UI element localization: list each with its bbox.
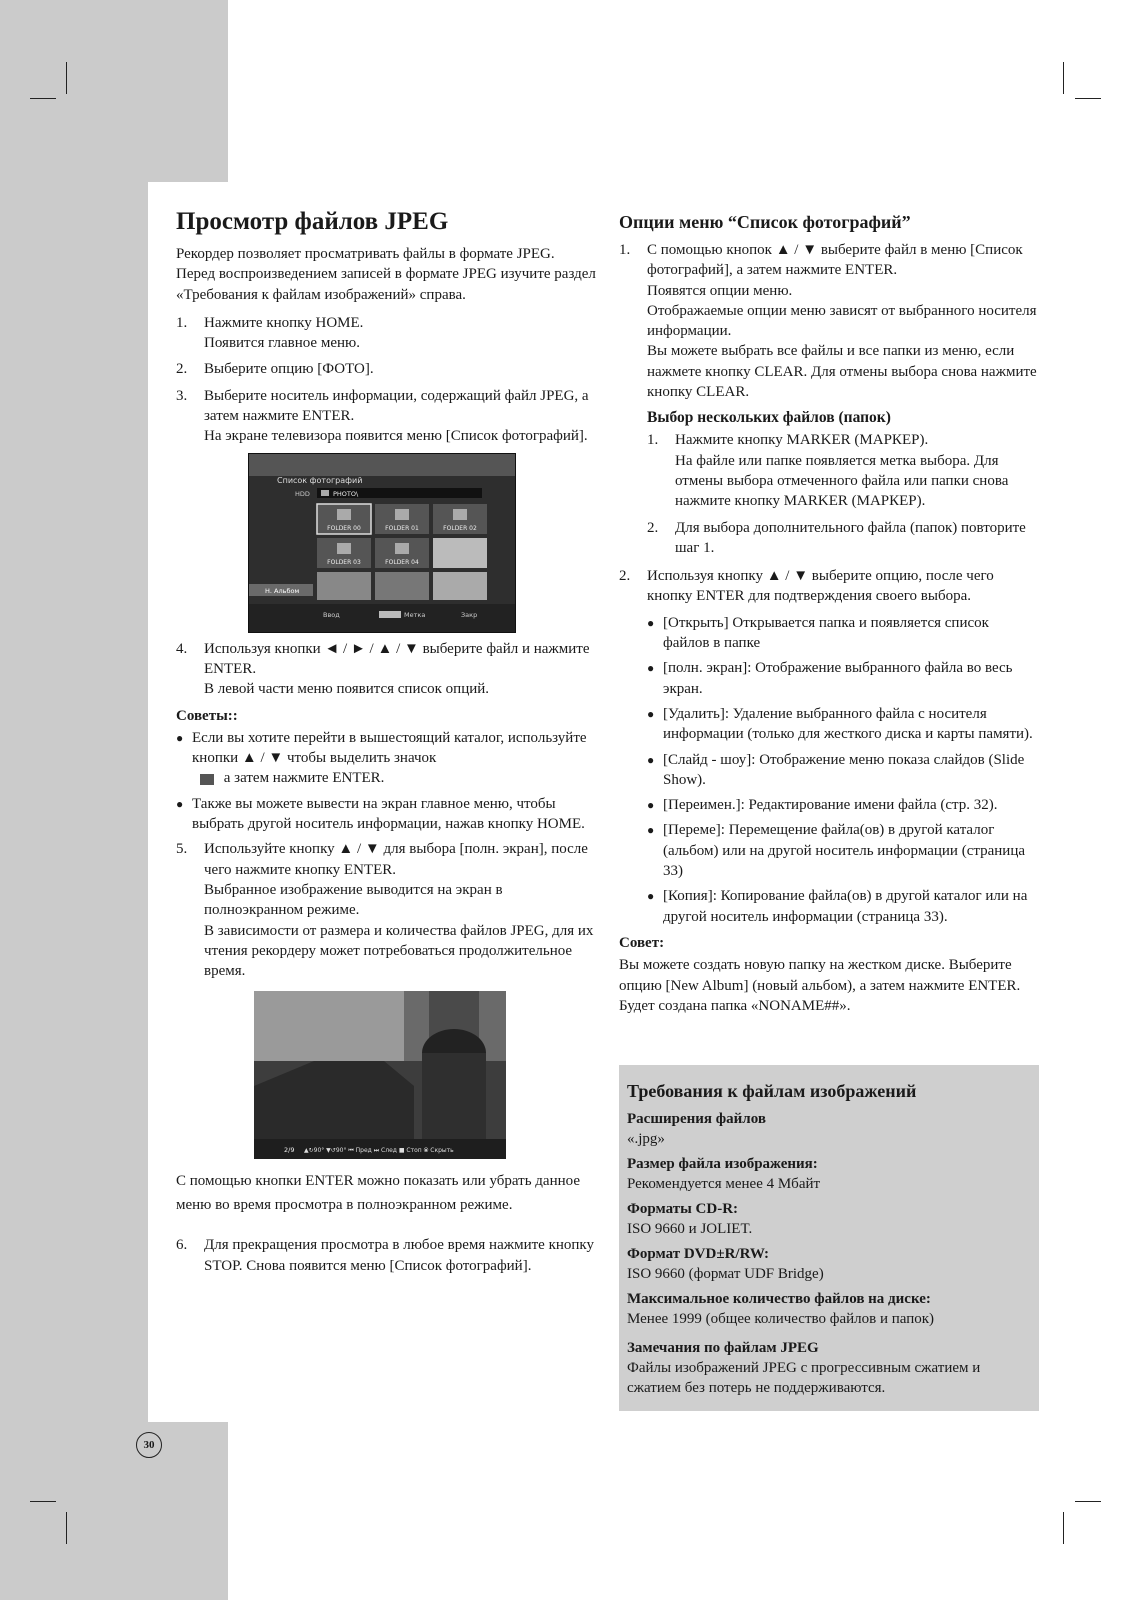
screen-hdd: HDD (295, 489, 310, 498)
crop-mark (66, 1512, 67, 1544)
req-label: Размер файла изображения: (627, 1156, 818, 1172)
options-list (647, 613, 1039, 927)
req-value: Менее 1999 (общее количество файлов и папок) (627, 1311, 935, 1327)
req-value: ISO 9660 и JOLIET. (627, 1221, 753, 1237)
photo-list-graphic (249, 454, 515, 632)
option-item: ● [Переимен.]: Редактирование имени файла (стр. 32). (647, 795, 1039, 815)
requirements-title: Требования к файлам изображений (627, 1081, 917, 1101)
tip-heading: Совет: (619, 934, 665, 951)
crop-mark (30, 1501, 56, 1502)
req-label: Замечания по файлам JPEG (627, 1340, 819, 1356)
option-item: ● [Копия]: Копирование файла(ов) в другой каталог или на другой носитель информации (страница 33). (647, 886, 1039, 927)
multi-step-2: 2. Для выбора дополнительного файла (папок) повторите шаг 1. (647, 519, 1026, 556)
option-item: ● [Слайд - шоу]: Отображение меню показа слайдов (Slide Show). (647, 750, 1039, 791)
step-2: 2. Выберите опцию [ФОТО]. (176, 361, 374, 378)
option-item: ● [полн. экран]: Отображение выбранного файла во весь экран. (647, 658, 1039, 699)
right-column (619, 206, 1039, 1024)
step-5: 5. Используйте кнопку ▲ / ▼ для выбора [полн. экран], после чего нажмите кнопку ENTER. Выбранное изображение выводится на экран в полноэкранном режиме. В зависимости от размера и количества файлов JPEG, для их чтения рекордеру может потребоваться продолжительное время. (176, 841, 594, 980)
folder-grid (317, 504, 487, 600)
tips-heading: Советы:: (176, 707, 238, 724)
screen-side-label: Н. Альбом (265, 586, 300, 595)
bullet-icon: ● (647, 615, 655, 630)
hint-marker: Метка (404, 610, 426, 619)
step-3: 3. Выберите носитель информации, содержащий файл JPEG, а затем нажмите ENTER. На экране телевизора появится меню [Список фотографий]. (176, 387, 589, 445)
crop-mark (1063, 1512, 1064, 1544)
step-6: 6. Для прекращения просмотра в любое время нажмите кнопку STOP. Снова появится меню [Список фотографий]. (176, 1237, 594, 1274)
options-step-2: 2. Используя кнопку ▲ / ▼ выберите опцию, после чего кнопку ENTER для подтверждения своего выбора. (619, 568, 994, 605)
screen-path: PHOTO\ (333, 489, 359, 498)
screen-title: Список фотографий (277, 475, 363, 485)
step-4: 4. Используя кнопки ◄ / ► / ▲ / ▼ выберите файл и нажмите ENTER. В левой части меню появится список опций. (176, 640, 590, 698)
req-value: ISO 9660 (формат UDF Bridge) (627, 1266, 824, 1282)
folder-01-label: FOLDER 01 (385, 524, 419, 532)
bullet-icon: ● (647, 823, 655, 838)
folder-02-label: FOLDER 02 (443, 524, 477, 532)
step-1: 1. Нажмите кнопку HOME. Появится главное меню. (176, 314, 364, 352)
folder-00-label: FOLDER 00 (327, 524, 361, 532)
req-value: Файлы изображений JPEG с прогрессивным сжатием и сжатием без потерь не поддерживаются. (627, 1360, 981, 1396)
enter-note: С помощью кнопки ENTER можно показать или убрать данное меню во время просмотра в полноэкранном режиме. (176, 1173, 580, 1214)
folder-04-label: FOLDER 04 (385, 558, 419, 566)
req-label: Расширения файлов (627, 1111, 766, 1127)
crop-mark (1063, 62, 1064, 94)
options-step-1: 1. С помощью кнопок ▲ / ▼ выберите файл в меню [Список фотографий], а затем нажмите ENTER. Появятся опции меню. Отображаемые опции меню зависят от выбранного носителя информации. Вы можете выбрать все файлы и все папки из меню, если нажмете кнопку CLEAR. Для отмены выбора снова нажмите кнопку CLEAR. (619, 242, 1037, 401)
photo-control-bar: ▲↻90° ▼↺90° ⏮ Пред ⏭ След ■ Стоп ⦿ Скрыть (304, 1147, 454, 1155)
req-value: Рекомендуется менее 4 Мбайт (627, 1176, 821, 1192)
bullet-icon: ● (647, 752, 655, 767)
req-label: Формат DVD±R/RW: (627, 1246, 770, 1262)
option-item: ● [Переме]: Перемещение файла(ов) в другой каталог (альбом) или на другой носитель информации (страница 33) (647, 820, 1039, 881)
intro-paragraph: Рекордер позволяет просматривать файлы в формате JPEG. Перед воспроизведением записей в формате JPEG изучите раздел «Требования к файлам изображений» справа. (176, 246, 596, 303)
section-title-options: Опции меню “Список фотографий” (619, 212, 911, 232)
bullet-icon: ● (176, 796, 184, 811)
bullet-icon: ● (647, 798, 655, 813)
crop-mark (66, 62, 67, 94)
tip-text: Вы можете создать новую папку на жестком диске. Выберите опцию [New Album] (новый альбом), а затем нажмите ENTER. Будет создана папка «NONAME##». (619, 957, 1021, 1014)
image-requirements-box (619, 1065, 1039, 1411)
req-value: «.jpg» (627, 1131, 665, 1147)
bullet-icon: ● (647, 889, 655, 904)
page-number: 30 (136, 1432, 162, 1458)
bullet-icon: ● (647, 706, 655, 721)
tip-item: ● Если вы хотите перейти в вышестоящий каталог, используйте кнопки ▲ / ▼ чтобы выделить значок а затем нажмите ENTER. (176, 728, 596, 789)
hint-enter: Ввод (323, 610, 340, 619)
req-label: Форматы CD-R: (627, 1201, 739, 1217)
crop-mark (30, 98, 56, 99)
photo-counter: 2/9 (284, 1146, 295, 1155)
req-label: Максимальное количество файлов на диске: (627, 1291, 931, 1307)
fullscreen-photo-screenshot (254, 991, 506, 1159)
folder-03-label: FOLDER 03 (327, 558, 361, 566)
crop-mark (1075, 1501, 1101, 1502)
multi-select-heading: Выбор нескольких файлов (папок) (647, 409, 891, 427)
left-column (176, 206, 596, 1282)
page-title: Просмотр файлов JPEG (176, 208, 449, 235)
bullet-icon: ● (647, 661, 655, 676)
option-item: ● [Открыть] Открывается папка и появляется список файлов в папке (647, 613, 1039, 654)
fullscreen-photo-graphic (254, 991, 506, 1159)
multi-step-1: 1. Нажмите кнопку MARKER (МАРКЕР). На файле или папке появляется метка выбора. Для отмены выбора отмеченного файла или папки снова нажмите кнопку MARKER (МАРКЕР). (647, 432, 1009, 510)
option-item: ● [Удалить]: Удаление выбранного файла с носителя информации (только для жесткого диска и карты памяти). (647, 704, 1039, 745)
crop-mark (1075, 98, 1101, 99)
photo-list-screenshot (248, 453, 516, 633)
bullet-icon: ● (176, 730, 184, 745)
hint-close: Закр (461, 610, 478, 619)
tip-item: ● Также вы можете вывести на экран главное меню, чтобы выбрать другой носитель информации, нажав кнопку HOME. (176, 794, 596, 835)
folder-up-icon (200, 774, 214, 785)
